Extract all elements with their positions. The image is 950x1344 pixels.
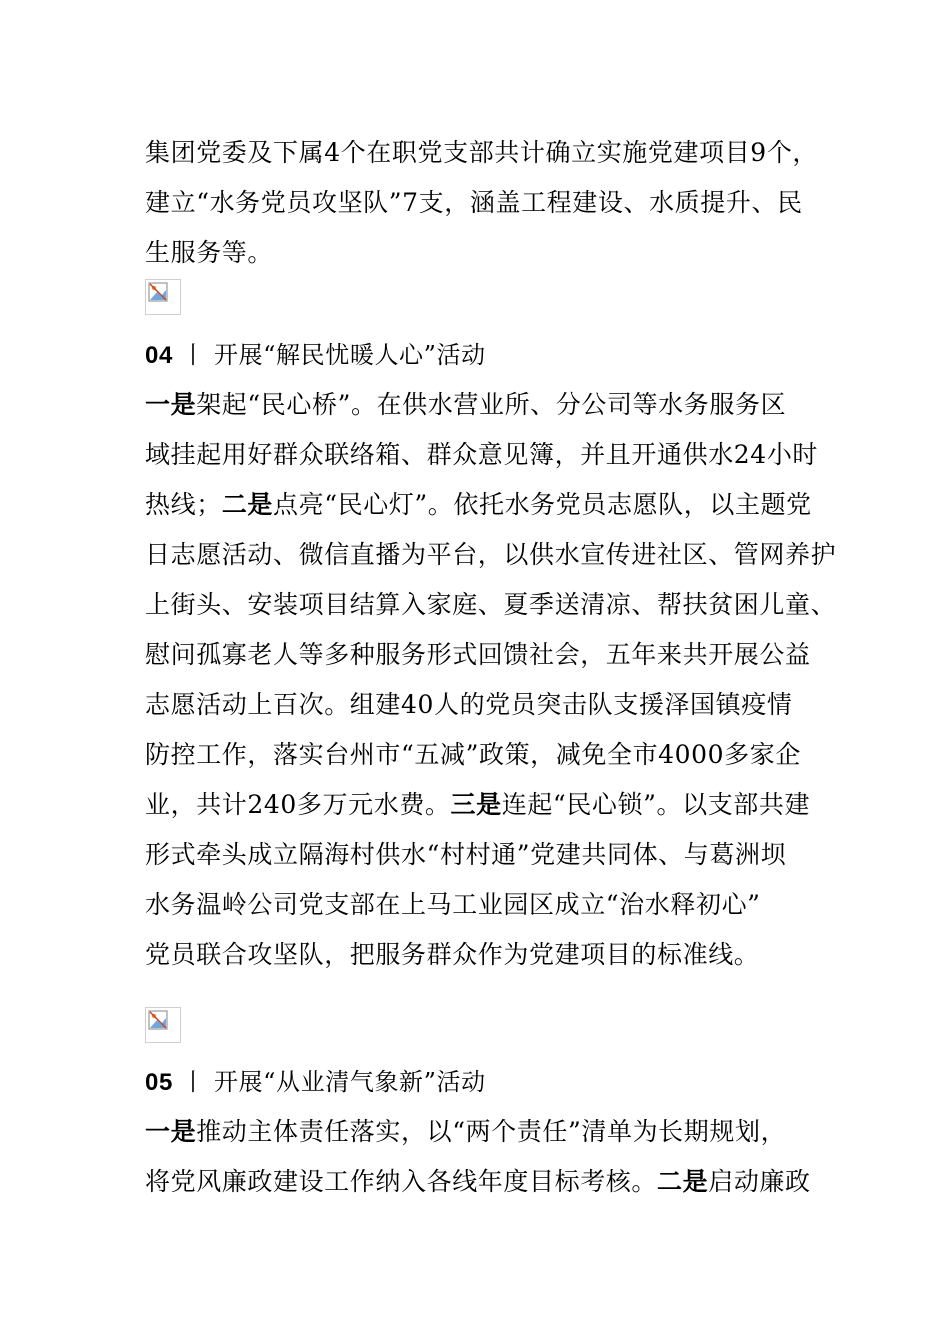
- intro-paragraph: [145, 128, 825, 278]
- line-text: 架起“民心桥”。在供水营业所、分公司等水务服务区: [196, 390, 787, 419]
- paragraph-line: [145, 680, 825, 730]
- paragraph-line: [145, 630, 825, 680]
- paragraph-line: 集团党委及下属4个在职党支部共计确立实施党建项目9个，: [145, 138, 819, 167]
- paragraph-line: [145, 1107, 825, 1157]
- emphasis-text: 三是: [450, 790, 502, 819]
- line-text: 域挂起用好群众联络箱、群众意见簿，并且开通供水24小时: [145, 440, 819, 469]
- line-text: 推动主体责任落实，以“两个责任”清单为长期规划，: [196, 1117, 787, 1146]
- line-text: 防控工作，落实台州市“五减”政策，减免全市4000多家企: [145, 740, 801, 769]
- section-separator: 丨: [181, 341, 206, 369]
- emphasis-text: 一是: [145, 1117, 197, 1146]
- emphasis-text: 一是: [145, 390, 197, 419]
- line-text: 水务温岭公司党支部在上马工业园区成立“治水释初心”: [145, 890, 761, 919]
- line-text: 党员联合攻坚队，把服务群众作为党建项目的标准线。: [145, 940, 760, 969]
- paragraph-line: [145, 430, 825, 480]
- line-text: 慰问孤寡老人等多种服务形式回馈社会，五年来共开展公益: [145, 640, 811, 669]
- paragraph-line: [145, 780, 825, 830]
- paragraph-line: [145, 830, 825, 880]
- paragraph-line: [145, 880, 825, 930]
- line-text: 日志愿活动、微信直播为平台，以供水宣传进社区、管网养护: [145, 540, 837, 569]
- section-title: 开展“从业清气象新”活动: [213, 1068, 486, 1096]
- section-04: [145, 330, 837, 980]
- section-number: 04: [145, 342, 173, 369]
- broken-image-icon: [145, 279, 181, 315]
- paragraph-line: 生服务等。: [145, 238, 274, 267]
- paragraph-line: [145, 380, 825, 430]
- line-text: 业，共计240多万元水费。: [145, 790, 451, 819]
- paragraph-line: [145, 930, 825, 980]
- paragraph-line: 建立“水务党员攻坚队”7支，涵盖工程建设、水质提升、民: [145, 188, 803, 217]
- emphasis-text: 二是: [221, 490, 274, 519]
- section-number: 05: [145, 1069, 173, 1096]
- line-text: 点亮“民心灯”。依托水务党员志愿队，以主题党: [273, 490, 812, 519]
- line-text: 上街头、安装项目结算入家庭、夏季送清凉、帮扶贫困儿童、: [145, 590, 837, 619]
- line-text: 志愿活动上百次。组建40人的党员突击队支援泽国镇疫情: [145, 690, 793, 719]
- paragraph-line: [145, 1157, 825, 1207]
- paragraph-line: [145, 580, 837, 630]
- line-text: 热线；: [145, 490, 222, 519]
- paragraph-line: [145, 480, 825, 530]
- document-page: [145, 128, 837, 1207]
- line-text: 将党风廉政建设工作纳入各线年度目标考核。: [145, 1167, 658, 1196]
- section-05: [145, 1057, 825, 1207]
- paragraph-line: [145, 530, 837, 580]
- line-text: 连起“民心锁”。以支部共建: [501, 790, 811, 819]
- section-separator: 丨: [181, 1068, 206, 1096]
- emphasis-text: 二是: [657, 1167, 709, 1196]
- section-heading: [145, 1057, 825, 1107]
- broken-image-icon: [145, 1007, 181, 1043]
- section-heading: [145, 330, 825, 380]
- paragraph-line: [145, 730, 825, 780]
- line-text: 启动廉政: [708, 1167, 811, 1196]
- section-title: 开展“解民忧暖人心”活动: [213, 341, 486, 369]
- line-text: 形式牵头成立隔海村供水“村村通”党建共同体、与葛洲坝: [145, 840, 787, 869]
